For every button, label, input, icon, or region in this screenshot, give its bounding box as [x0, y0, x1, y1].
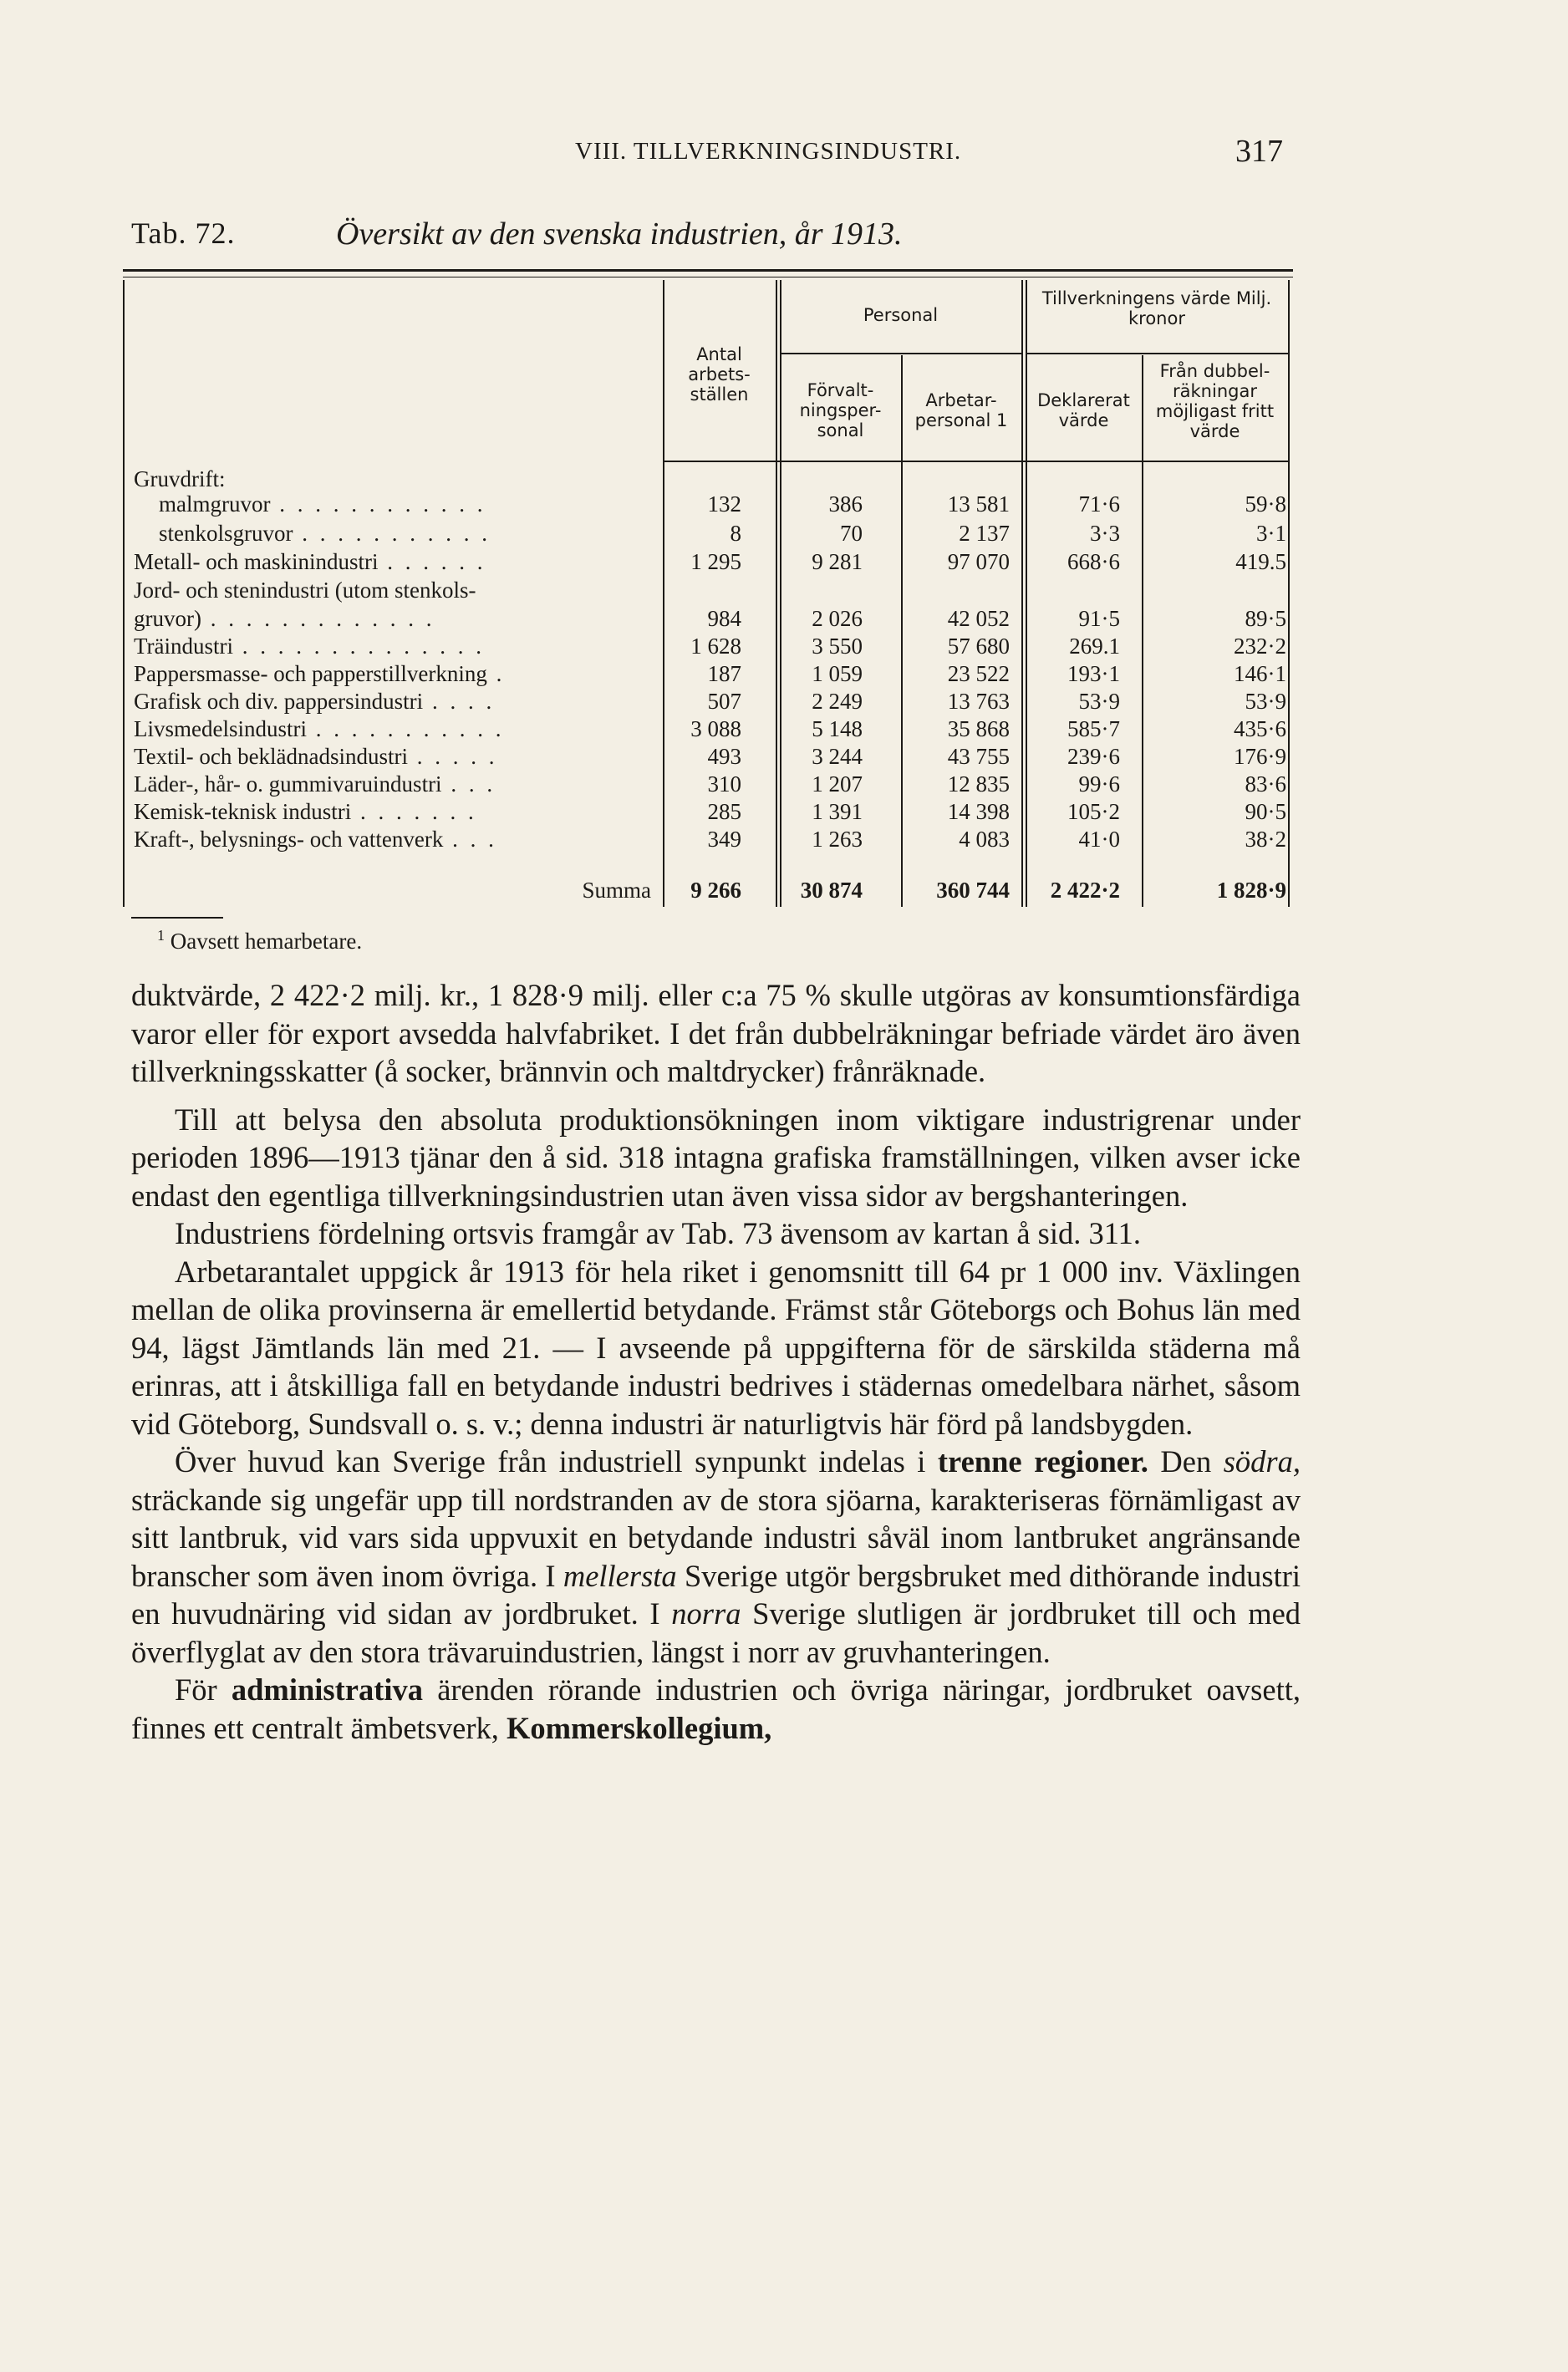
table-vrule: [776, 280, 777, 907]
table-header-rule: [663, 461, 1290, 462]
table-vrule: [901, 355, 903, 907]
row-label: Läder-, hår- o. gummivaruindustri . . .: [134, 771, 496, 797]
cell-arbetar: 42 052: [947, 606, 1010, 631]
cell-antal: 349: [707, 827, 741, 852]
table-hrule: [780, 353, 1021, 354]
cell-deklarerat: 585·7: [1067, 716, 1120, 741]
cell-arbetar: 13 581: [947, 491, 1010, 517]
cell-antal: 187: [707, 661, 741, 686]
cell-forvalt: 1 059: [812, 661, 863, 686]
cell-arbetar: 97 070: [947, 549, 1010, 574]
row-label: Kraft-, belysnings- och vattenverk . . .: [134, 827, 497, 852]
cell-forvalt: 2 249: [812, 689, 863, 714]
paragraph: Arbetarantalet uppgick år 1913 för hela riket i genomsnitt till 64 pr 1 000 inv. Växlingen mellan de olika provinserna är emellertid betydande. Främst står Göteborgs och Bohus län med 94, lägst Jämtlands län med 21. — I avseende på uppgifterna för de särskilda städerna må erinras, att i åtskilliga fall en betydande industri bedrives i städernas omedelbara närhet, såsom vid Göteborg, Sundsvall o. s. v.; denna industri är naturligtvis här förd på landsbygden.: [131, 1254, 1301, 1441]
cell-antal: 310: [707, 771, 741, 797]
row-label: Textil- och beklädnadsindustri . . . . .: [134, 744, 498, 769]
row-label: Kemisk-teknisk industri . . . . . . .: [134, 799, 477, 824]
header-deklarerat: Deklarerat värde: [1037, 390, 1130, 430]
cell-antal: 507: [707, 689, 741, 714]
cell-fritt: 146·1: [1234, 661, 1286, 686]
cell-fritt: 90·5: [1245, 799, 1286, 824]
table-vrule: [1021, 280, 1023, 907]
cell-deklarerat: 41·0: [1078, 827, 1120, 852]
row-label: stenkolsgruvor . . . . . . . . . . .: [159, 521, 491, 546]
row-label: Metall- och maskinindustri . . . . . .: [134, 549, 486, 574]
cell-forvalt: 1 207: [812, 771, 863, 797]
cell-forvalt: 9 281: [812, 549, 863, 574]
cell-arbetar: 57 680: [947, 634, 1010, 659]
cell-forvalt: 3 244: [812, 744, 863, 769]
row-label: Pappersmasse- och papperstillverkning .: [134, 661, 506, 686]
cell-arbetar: 2 137: [959, 521, 1010, 546]
cell-antal: 1 628: [690, 634, 741, 659]
cell-forvalt: 1 391: [812, 799, 863, 824]
footnote-rule: [131, 917, 223, 919]
cell-deklarerat: 91·5: [1078, 606, 1120, 631]
cell-fritt: 176·9: [1234, 744, 1286, 769]
row-label: Grafisk och div. pappersindustri . . . .: [134, 689, 496, 714]
table-label: Tab. 72.: [131, 216, 236, 250]
summa-forvalt: 30 874: [800, 878, 863, 903]
cell-fritt: 3·1: [1256, 521, 1286, 546]
cell-fritt: 83·6: [1245, 771, 1286, 797]
cell-antal: 285: [707, 799, 741, 824]
footnote: [157, 927, 362, 954]
footnote-text: Oavsett hemarbetare.: [170, 929, 363, 954]
table-title: Översikt av den svenska industrien, år 1913.: [336, 216, 903, 252]
cell-fritt: 232·2: [1234, 634, 1286, 659]
paragraph: För administrativa ärenden rörande industrien och övriga näringar, jordbruket oavsett, finnes ett centralt ämbetsverk, Kommerskollegium,: [131, 1672, 1301, 1745]
table-vrule: [780, 280, 781, 907]
cell-antal: 132: [707, 491, 741, 517]
group-label-gruvdrift: Gruvdrift:: [134, 466, 226, 491]
cell-forvalt: 386: [828, 491, 863, 517]
cell-antal: 984: [707, 606, 741, 631]
cell-deklarerat: 668·6: [1067, 549, 1120, 574]
cell-deklarerat: 53·9: [1078, 689, 1120, 714]
cell-deklarerat: 105·2: [1067, 799, 1120, 824]
header-dubbel: Från dubbel-räkningar möjligast fritt värde: [1155, 361, 1275, 441]
header-forvalt: Förvalt-ningsper-sonal: [799, 380, 882, 440]
cell-antal: 493: [707, 744, 741, 769]
row-label: malmgruvor . . . . . . . . . . . .: [159, 491, 486, 517]
cell-arbetar: 13 763: [947, 689, 1010, 714]
cell-fritt: 89·5: [1245, 606, 1286, 631]
cell-deklarerat: 99·6: [1078, 771, 1120, 797]
cell-fritt: 419.5: [1235, 549, 1286, 574]
cell-arbetar: 4 083: [959, 827, 1010, 852]
table-vrule: [1288, 280, 1290, 907]
header-antal: Antal arbets-ställen: [688, 344, 751, 405]
cell-arbetar: 43 755: [947, 744, 1010, 769]
header-personal: Personal: [863, 305, 939, 325]
page-number: 317: [1235, 134, 1283, 169]
summa-label: Summa: [582, 878, 651, 903]
summa-arbetar: 360 744: [936, 878, 1010, 903]
cell-deklarerat: 193·1: [1067, 661, 1120, 686]
paragraph: Över huvud kan Sverige från industriell synpunkt indelas i trenne regioner. Den södra, sträckande sig ungefär upp till nordstranden av de stora sjöarna, karakteriseras förnämligast av sitt lantbruk, vid vars sida uppvuxit en betydande industri såväl inom lantbruket angränsande branscher som även inom övriga. I mellersta Sverige utgör bergsbruket med dithörande industri en huvudnäring vid sidan av jordbruket. I norra Sverige slutligen är jordbruket till och med överflyglat av den stora trävaruindustrien, längst i norr av gruvhanteringen.: [131, 1444, 1301, 1669]
summa-fritt: 1 828·9: [1216, 878, 1286, 903]
cell-forvalt: 70: [840, 521, 863, 546]
paragraph: Till att belysa den absoluta produktionsökningen inom viktigare industrigrenar under perioden 1896—1913 tjänar den å sid. 318 intagna grafiska framställningen, vilken avser icke endast den egentliga tillverkningsindustrien utan även vissa sidor av bergshanteringen.: [131, 1102, 1301, 1213]
summa-antal: 9 266: [690, 878, 741, 903]
cell-deklarerat: 269.1: [1069, 634, 1120, 659]
cell-forvalt: 5 148: [812, 716, 863, 741]
row-label-cont: gruvor) . . . . . . . . . . . . .: [134, 606, 435, 631]
industry-table: [0, 0, 1568, 928]
cell-deklarerat: 239·6: [1067, 744, 1120, 769]
cell-arbetar: 23 522: [947, 661, 1010, 686]
table-vrule: [1026, 280, 1027, 907]
cell-arbetar: 35 868: [947, 716, 1010, 741]
chapter-title: VIII. TILLVERKNINGSINDUSTRI.: [575, 138, 962, 165]
row-label: Jord- och stenindustri (utom stenkols-: [134, 578, 476, 603]
cell-fritt: 38·2: [1245, 827, 1286, 852]
cell-arbetar: 12 835: [947, 771, 1010, 797]
cell-antal: 1 295: [690, 549, 741, 574]
header-arbetar: Arbetar-personal 1: [914, 390, 1008, 430]
table-hrule: [1026, 353, 1288, 354]
cell-forvalt: 1 263: [812, 827, 863, 852]
row-label: Träindustri . . . . . . . . . . . . . .: [134, 634, 486, 659]
cell-deklarerat: 3·3: [1090, 521, 1120, 546]
body-text: [131, 976, 1301, 1747]
paragraph: duktvärde, 2 422·2 milj. kr., 1 828·9 milj. eller c:a 75 % skulle utgöras av konsumtionsfärdiga varor eller för export avsedda halvfabriket. I det från dubbelräkningar befriade värdet äro även tillverkningsskatter (å socker, brännvin och maltdrycker) frånräknade.: [131, 978, 1301, 1088]
row-label: Livsmedelsindustri . . . . . . . . . . .: [134, 716, 505, 741]
cell-forvalt: 3 550: [812, 634, 863, 659]
cell-fritt: 435·6: [1234, 716, 1286, 741]
cell-arbetar: 14 398: [947, 799, 1010, 824]
cell-antal: 3 088: [690, 716, 741, 741]
cell-antal: 8: [730, 521, 741, 546]
paragraph: Industriens fördelning ortsvis framgår av Tab. 73 ävensom av kartan å sid. 311.: [175, 1216, 1142, 1250]
cell-fritt: 53·9: [1245, 689, 1286, 714]
footnote-mark: 1: [157, 927, 165, 944]
table-vrule: [123, 280, 125, 907]
summa-deklarerat: 2 422·2: [1050, 878, 1120, 903]
cell-fritt: 59·8: [1245, 491, 1286, 517]
cell-deklarerat: 71·6: [1078, 491, 1120, 517]
header-varde: Tillverkningens värde Milj. kronor: [1041, 288, 1272, 328]
cell-forvalt: 2 026: [812, 606, 863, 631]
